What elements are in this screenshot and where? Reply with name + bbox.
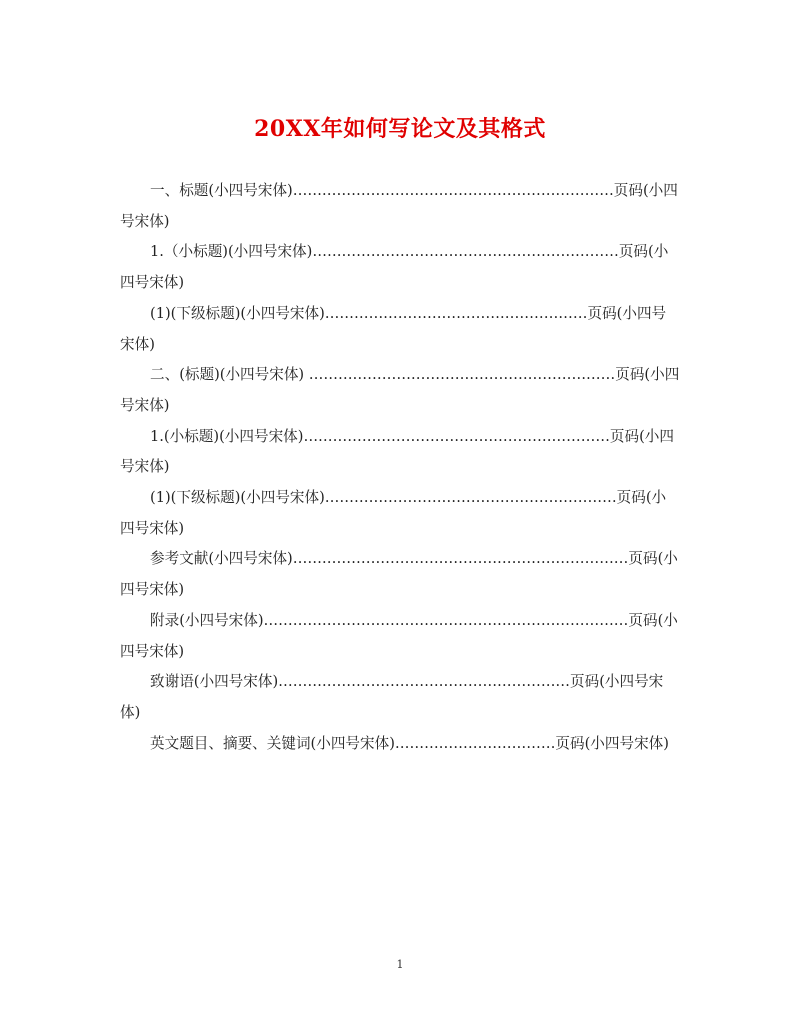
toc-entry: 致谢语(小四号宋体)……………………………………………………页码(小四号宋体) (120, 673, 664, 721)
table-of-contents (120, 176, 680, 759)
toc-entry: (1)(下级标题)(小四号宋体)………………………………………………页码(小四号宋体) (120, 304, 667, 353)
toc-entry: 参考文献(小四号宋体)……………………………………………………………页码(小四号宋体) (120, 550, 678, 599)
toc-entry: 一、标题(小四号宋体)…………………………………………………………页码(小四号宋体) (120, 182, 678, 230)
toc-entry: 二、(标题)(小四号宋体) ………………………………………………………页码(小四号宋体) (120, 366, 680, 414)
toc-entry: 1.(小标题)(小四号宋体)………………………………………………………页码(小四号宋体) (120, 427, 674, 476)
toc-entry: 1.（小标题)(小四号宋体)………………………………………………………页码(小四号宋体) (120, 243, 669, 292)
document-title: 20XX年如何写论文及其格式 (254, 116, 546, 142)
toc-entry: (1)(下级标题)(小四号宋体)……………………………………………………页码(小四号宋体) (120, 489, 667, 537)
toc-entry: 英文题目、摘要、关键词(小四号宋体)……………………………页码(小四号宋体) (150, 734, 669, 752)
toc-entry: 附录(小四号宋体)…………………………………………………………………页码(小四号宋体) (120, 611, 678, 660)
page-number: 1 (396, 958, 404, 971)
